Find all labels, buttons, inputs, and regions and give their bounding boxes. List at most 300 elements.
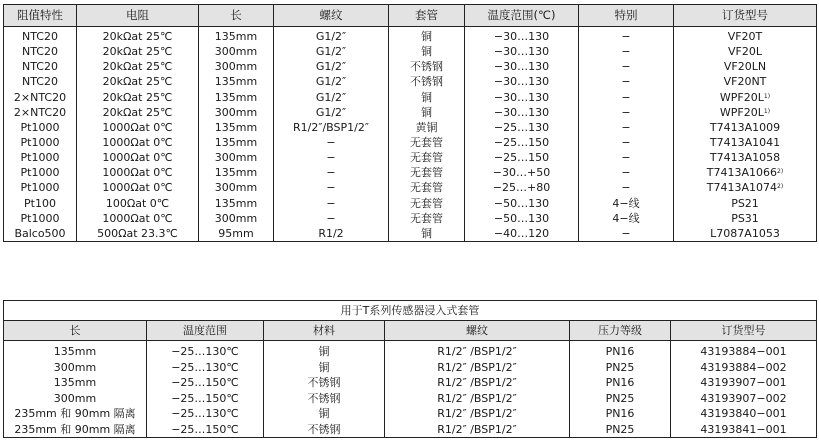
- cell-resistance-text: 100Ωat 0℃: [105, 196, 170, 210]
- cell-length-text: 300mm: [214, 211, 258, 225]
- cell-thread: R1/2″ /BSP1/2″: [385, 406, 570, 422]
- cell-temperature-range-text: −25…+80: [492, 181, 551, 195]
- cell-resistance: [77, 90, 199, 105]
- sleeve-table-header-row: [4, 321, 817, 341]
- cell-order-number: 43193884−002: [671, 360, 817, 376]
- cell-thread: R1/2″ /BSP1/2″: [385, 391, 570, 407]
- cell-thread-text: R1/2″/BSP1/2″: [293, 120, 369, 134]
- cell-thread: [274, 59, 389, 74]
- cell-length: 235mm 和 90mm 隔离: [4, 406, 147, 422]
- cell-resistance-characteristic-text: Pt1000: [20, 211, 60, 225]
- cell-temperature-range: [465, 59, 579, 74]
- cell-order-number: [674, 180, 817, 195]
- header-sleeve: 套管: [389, 5, 465, 27]
- cell-special: [579, 74, 674, 89]
- cell-resistance-text: 20kΩat 25℃: [102, 90, 173, 104]
- cell-temperature-range-text: −50…130: [493, 196, 550, 210]
- cell-length: [199, 90, 274, 105]
- cell-thread-text: G1/2″: [315, 60, 347, 74]
- cell-thread: R1/2″ /BSP1/2″: [385, 422, 570, 438]
- cell-length-text: 135mm: [214, 120, 258, 134]
- table-row: [4, 180, 817, 195]
- footnote-marker: 1): [763, 92, 771, 100]
- cell-temperature-range: [465, 90, 579, 105]
- cell-thread: [274, 120, 389, 135]
- cell-resistance-text: 20kΩat 25℃: [102, 75, 173, 89]
- cell-order-number-text: T7413A1066: [706, 166, 778, 180]
- cell-temperature-range: [465, 150, 579, 165]
- cell-special: [579, 59, 674, 74]
- cell-order-number: [674, 150, 817, 165]
- cell-special: [579, 44, 674, 59]
- cell-special-text: −: [621, 226, 631, 240]
- cell-temperature-range-text: −30…130: [493, 30, 550, 44]
- cell-temperature-range: [465, 226, 579, 242]
- cell-special-text: −: [621, 45, 631, 59]
- cell-length: 235mm 和 90mm 隔离: [4, 422, 147, 438]
- cell-thread: [274, 27, 389, 45]
- cell-temperature-range-text: −30…130: [493, 60, 550, 74]
- cell-length-text: 300mm: [214, 105, 258, 119]
- table-row: [4, 44, 817, 59]
- cell-order-number: [674, 135, 817, 150]
- cell-special-text: −: [621, 90, 631, 104]
- table-row: [4, 341, 817, 360]
- cell-resistance-characteristic: [4, 90, 77, 105]
- cell-resistance-characteristic: [4, 180, 77, 195]
- header-pressure-rating: 压力等级: [570, 321, 671, 341]
- footnote-marker: 2): [777, 168, 784, 176]
- cell-sleeve-text: 铜: [421, 30, 432, 44]
- cell-order-number: 43193841−001: [671, 422, 817, 438]
- cell-resistance: [77, 120, 199, 135]
- cell-resistance-characteristic-text: NTC20: [22, 60, 58, 74]
- cell-resistance-text: 1000Ωat 0℃: [102, 120, 173, 134]
- header-length: 长: [199, 5, 274, 27]
- cell-material: 铜: [264, 360, 385, 376]
- cell-thread: R1/2″ /BSP1/2″: [385, 360, 570, 376]
- cell-sleeve: [389, 105, 465, 120]
- cell-sleeve-text: 无套管: [410, 136, 443, 150]
- cell-length: [199, 180, 274, 195]
- cell-resistance-characteristic: [4, 27, 77, 45]
- table-row: [4, 90, 817, 105]
- cell-temperature-range: [465, 135, 579, 150]
- cell-thread: [274, 90, 389, 105]
- cell-order-number: [674, 165, 817, 180]
- cell-special-text: −: [621, 105, 631, 119]
- cell-resistance: [77, 135, 199, 150]
- cell-pressure-rating: PN25: [570, 422, 671, 438]
- cell-resistance-characteristic-text: Pt1000: [20, 181, 60, 195]
- cell-order-number: [674, 44, 817, 59]
- cell-order-number-text: VF20LN: [723, 60, 767, 74]
- cell-sleeve-text: 无套管: [410, 166, 443, 180]
- cell-temperature-range: −25…150℃: [147, 422, 264, 438]
- cell-length-text: 135mm: [214, 136, 258, 150]
- table-row: [4, 422, 817, 438]
- cell-special-text: 4−线: [612, 196, 640, 210]
- cell-resistance: [77, 150, 199, 165]
- cell-length: [199, 120, 274, 135]
- cell-temperature-range-text: −30…130: [493, 45, 550, 59]
- cell-order-number: 43193907−002: [671, 391, 817, 407]
- cell-special: [579, 211, 674, 226]
- header-temperature-range: 温度范围(℃): [465, 5, 579, 27]
- header-resistance: 电阻: [77, 5, 199, 27]
- cell-order-number: [674, 211, 817, 226]
- cell-resistance-characteristic-text: Pt1000: [20, 151, 60, 165]
- cell-sleeve-text: 无套管: [410, 151, 443, 165]
- cell-sleeve-text: 黄铜: [415, 120, 438, 134]
- cell-sleeve-text: 铜: [421, 105, 432, 119]
- cell-temperature-range-text: −25…130: [493, 120, 550, 134]
- cell-temperature-range-text: −30…130: [493, 105, 550, 119]
- sleeve-table-body: [4, 341, 817, 438]
- cell-sleeve: [389, 196, 465, 211]
- cell-thread: [274, 74, 389, 89]
- cell-length-text: 300mm: [214, 151, 258, 165]
- cell-resistance-characteristic-text: Pt1000: [20, 136, 60, 150]
- cell-thread: R1/2″ /BSP1/2″: [385, 375, 570, 391]
- cell-pressure-rating: PN16: [570, 341, 671, 360]
- cell-order-number: [674, 90, 817, 105]
- cell-thread: [274, 196, 389, 211]
- cell-resistance-characteristic-text: NTC20: [22, 30, 58, 44]
- cell-length: 300mm: [4, 360, 147, 376]
- cell-resistance-characteristic: [4, 120, 77, 135]
- header-order-number: 订货型号: [674, 5, 817, 27]
- cell-resistance-characteristic-text: Pt100: [24, 196, 56, 210]
- cell-length-text: 135mm: [214, 30, 258, 44]
- cell-resistance-characteristic-text: Pt1000: [20, 120, 60, 134]
- sleeve-table-caption: 用于T系列传感器浸入式套管: [4, 301, 817, 321]
- cell-resistance-text: 20kΩat 25℃: [102, 105, 173, 119]
- cell-order-number-text: PS31: [731, 211, 759, 225]
- cell-resistance-text: 1000Ωat 0℃: [102, 136, 173, 150]
- cell-thread-text: −: [326, 211, 336, 225]
- cell-temperature-range-text: −30…130: [493, 90, 550, 104]
- cell-thread-text: G1/2″: [315, 75, 347, 89]
- cell-resistance-characteristic: [4, 196, 77, 211]
- cell-resistance-characteristic: [4, 226, 77, 242]
- table-row: [4, 165, 817, 180]
- cell-sleeve: [389, 226, 465, 242]
- header-material: 材料: [264, 321, 385, 341]
- cell-resistance: [77, 196, 199, 211]
- cell-resistance-characteristic-text: NTC20: [22, 75, 58, 89]
- cell-resistance-characteristic-text: 2×NTC20: [13, 105, 67, 119]
- cell-resistance-text: 20kΩat 25℃: [102, 45, 173, 59]
- cell-special-text: −: [621, 60, 631, 74]
- cell-special: [579, 120, 674, 135]
- cell-pressure-rating: PN16: [570, 406, 671, 422]
- cell-temperature-range: [465, 180, 579, 195]
- cell-special-text: −: [621, 136, 631, 150]
- cell-order-number-text: VF20NT: [723, 75, 767, 89]
- cell-special-text: −: [621, 166, 631, 180]
- cell-order-number-text: L7087A1053: [710, 226, 780, 240]
- cell-order-number: [674, 74, 817, 89]
- table-row: [4, 360, 817, 376]
- cell-sleeve: [389, 120, 465, 135]
- cell-temperature-range: [465, 211, 579, 226]
- cell-thread: [274, 226, 389, 242]
- cell-resistance-text: 1000Ωat 0℃: [102, 211, 173, 225]
- cell-order-number-text: T7413A1058: [709, 151, 781, 165]
- cell-sleeve-text: 铜: [421, 90, 432, 104]
- sensor-table-body: [4, 27, 817, 242]
- footnote-marker: 1): [763, 107, 771, 115]
- cell-thread: [274, 211, 389, 226]
- cell-temperature-range: −25…130℃: [147, 406, 264, 422]
- cell-order-number: 43193907−001: [671, 375, 817, 391]
- cell-order-number-text: T7413A1009: [709, 120, 781, 134]
- cell-order-number-text: VF20L: [728, 45, 762, 59]
- cell-sleeve: [389, 165, 465, 180]
- cell-special: [579, 180, 674, 195]
- cell-special-text: −: [621, 75, 631, 89]
- cell-length: [199, 196, 274, 211]
- cell-sleeve: [389, 135, 465, 150]
- sensor-table-header-row: [4, 5, 817, 27]
- cell-sleeve: [389, 59, 465, 74]
- sleeve-table-caption-row: [4, 301, 817, 321]
- cell-resistance: [77, 74, 199, 89]
- cell-material: 不锈钢: [264, 391, 385, 407]
- cell-sleeve: [389, 211, 465, 226]
- cell-order-number-text: WPF20L: [719, 105, 764, 119]
- cell-thread-text: −: [326, 136, 336, 150]
- cell-sleeve-text: 铜: [421, 226, 432, 240]
- header-resistance-characteristic: 阻值特性: [4, 5, 77, 27]
- cell-order-number-text: PS21: [731, 196, 759, 210]
- cell-length-text: 135mm: [214, 90, 258, 104]
- cell-resistance: [77, 165, 199, 180]
- cell-thread-text: G1/2″: [315, 30, 347, 44]
- cell-order-number-text: WPF20L: [719, 90, 764, 104]
- header-temperature-range: 温度范围: [147, 321, 264, 341]
- cell-length: [199, 165, 274, 180]
- cell-temperature-range: −25…150℃: [147, 375, 264, 391]
- cell-temperature-range-text: −50…130: [493, 211, 550, 225]
- cell-sleeve-text: 无套管: [410, 211, 443, 225]
- cell-resistance: [77, 27, 199, 45]
- cell-resistance: [77, 44, 199, 59]
- cell-thread: [274, 150, 389, 165]
- cell-thread-text: −: [326, 166, 336, 180]
- cell-sleeve: [389, 90, 465, 105]
- cell-thread-text: −: [326, 196, 336, 210]
- cell-thread-text: −: [326, 151, 336, 165]
- cell-order-number: [674, 105, 817, 120]
- cell-sleeve: [389, 180, 465, 195]
- cell-resistance-text: 20kΩat 25℃: [102, 60, 173, 74]
- cell-temperature-range-text: −25…150: [493, 151, 550, 165]
- cell-sleeve-text: 无套管: [410, 181, 443, 195]
- cell-order-number-text: VF20T: [727, 30, 763, 44]
- cell-temperature-range-text: −30…130: [493, 75, 550, 89]
- table-row: [4, 211, 817, 226]
- cell-thread-text: R1/2: [318, 226, 344, 240]
- cell-length: [199, 226, 274, 242]
- cell-resistance-characteristic: [4, 74, 77, 89]
- table-row: [4, 105, 817, 120]
- cell-temperature-range: −25…130℃: [147, 360, 264, 376]
- table-row: [4, 59, 817, 74]
- cell-length: 135mm: [4, 375, 147, 391]
- cell-thread-text: G1/2″: [315, 105, 347, 119]
- cell-special-text: −: [621, 120, 631, 134]
- header-length: 长: [4, 321, 147, 341]
- cell-length: [199, 27, 274, 45]
- cell-resistance: [77, 59, 199, 74]
- cell-pressure-rating: PN25: [570, 391, 671, 407]
- header-thread: 螺纹: [385, 321, 570, 341]
- cell-material: 不锈钢: [264, 375, 385, 391]
- cell-length-text: 300mm: [214, 181, 258, 195]
- table-row: [4, 27, 817, 45]
- cell-resistance: [77, 180, 199, 195]
- cell-length-text: 135mm: [214, 166, 258, 180]
- cell-resistance-characteristic: [4, 135, 77, 150]
- cell-pressure-rating: PN16: [570, 375, 671, 391]
- cell-order-number-text: T7413A1074: [706, 181, 778, 195]
- cell-temperature-range-text: −25…150: [493, 136, 550, 150]
- table-row: [4, 226, 817, 242]
- cell-length-text: 300mm: [214, 45, 258, 59]
- cell-length: [199, 105, 274, 120]
- cell-sleeve-text: 铜: [421, 45, 432, 59]
- table-row: [4, 150, 817, 165]
- cell-resistance-characteristic-text: Pt1000: [20, 166, 60, 180]
- cell-resistance-characteristic: [4, 165, 77, 180]
- cell-resistance-characteristic-text: Balco500: [14, 226, 66, 240]
- cell-sleeve-text: 不锈钢: [410, 60, 443, 74]
- cell-length: [199, 150, 274, 165]
- cell-special: [579, 165, 674, 180]
- cell-sleeve: [389, 150, 465, 165]
- cell-temperature-range: [465, 165, 579, 180]
- cell-special-text: 4−线: [612, 211, 640, 225]
- cell-thread-text: G1/2″: [315, 45, 347, 59]
- cell-thread: R1/2″ /BSP1/2″: [385, 341, 570, 360]
- cell-special-text: −: [621, 30, 631, 44]
- cell-length: [199, 211, 274, 226]
- cell-order-number: [674, 120, 817, 135]
- cell-material: 铜: [264, 341, 385, 360]
- cell-resistance-characteristic: [4, 150, 77, 165]
- cell-order-number: [674, 196, 817, 211]
- cell-temperature-range: [465, 120, 579, 135]
- cell-special: [579, 90, 674, 105]
- cell-resistance-text: 20kΩat 25℃: [102, 30, 173, 44]
- cell-special: [579, 105, 674, 120]
- cell-temperature-range-text: −40…120: [493, 226, 550, 240]
- cell-resistance: [77, 211, 199, 226]
- cell-order-number: 43193840−001: [671, 406, 817, 422]
- cell-resistance: [77, 105, 199, 120]
- cell-sleeve: [389, 27, 465, 45]
- cell-thread: [274, 180, 389, 195]
- table-row: [4, 375, 817, 391]
- cell-material: 不锈钢: [264, 422, 385, 438]
- cell-material: 铜: [264, 406, 385, 422]
- cell-sleeve: [389, 74, 465, 89]
- table-row: [4, 74, 817, 89]
- cell-resistance-text: 1000Ωat 0℃: [102, 151, 173, 165]
- cell-length: 135mm: [4, 341, 147, 360]
- cell-length-text: 95mm: [218, 226, 254, 240]
- cell-length: [199, 135, 274, 150]
- cell-special-text: −: [621, 181, 631, 195]
- cell-resistance-characteristic: [4, 44, 77, 59]
- cell-special: [579, 150, 674, 165]
- cell-order-number-text: T7413A1041: [709, 136, 781, 150]
- cell-resistance-characteristic-text: NTC20: [22, 45, 58, 59]
- cell-thread: [274, 105, 389, 120]
- cell-resistance-text: 1000Ωat 0℃: [102, 166, 173, 180]
- footnote-marker: 2): [777, 183, 784, 191]
- cell-order-number: 43193884−001: [671, 341, 817, 360]
- cell-length: [199, 59, 274, 74]
- cell-resistance-text: 500Ωat 23.3℃: [97, 226, 178, 240]
- header-thread: 螺纹: [274, 5, 389, 27]
- cell-sleeve-text: 不锈钢: [410, 75, 443, 89]
- cell-resistance-characteristic-text: 2×NTC20: [13, 90, 67, 104]
- cell-temperature-range: [465, 27, 579, 45]
- cell-thread: [274, 165, 389, 180]
- sensor-order-table: [3, 4, 817, 242]
- table-row: [4, 406, 817, 422]
- cell-temperature-range: [465, 44, 579, 59]
- cell-resistance-characteristic: [4, 105, 77, 120]
- cell-length-text: 135mm: [214, 196, 258, 210]
- cell-length-text: 300mm: [214, 60, 258, 74]
- cell-special: [579, 196, 674, 211]
- cell-temperature-range: −25…150℃: [147, 391, 264, 407]
- cell-length: 300mm: [4, 391, 147, 407]
- cell-resistance: [77, 226, 199, 242]
- cell-sleeve: [389, 44, 465, 59]
- cell-order-number: [674, 59, 817, 74]
- table-row: [4, 135, 817, 150]
- cell-length-text: 135mm: [214, 75, 258, 89]
- header-order-number: 订货型号: [671, 321, 817, 341]
- cell-order-number: [674, 27, 817, 45]
- cell-temperature-range: −25…130℃: [147, 341, 264, 360]
- cell-special: [579, 27, 674, 45]
- cell-special: [579, 226, 674, 242]
- table-row: [4, 391, 817, 407]
- table-row: [4, 196, 817, 211]
- cell-temperature-range: [465, 74, 579, 89]
- cell-order-number: [674, 226, 817, 242]
- cell-resistance-text: 1000Ωat 0℃: [102, 181, 173, 195]
- table-row: [4, 120, 817, 135]
- cell-sleeve-text: 无套管: [410, 196, 443, 210]
- cell-resistance-characteristic: [4, 211, 77, 226]
- cell-thread-text: −: [326, 181, 336, 195]
- header-special: 特别: [579, 5, 674, 27]
- cell-thread: [274, 135, 389, 150]
- cell-length: [199, 44, 274, 59]
- cell-temperature-range: [465, 196, 579, 211]
- cell-resistance-characteristic: [4, 59, 77, 74]
- cell-length: [199, 74, 274, 89]
- cell-thread: [274, 44, 389, 59]
- cell-special-text: −: [621, 151, 631, 165]
